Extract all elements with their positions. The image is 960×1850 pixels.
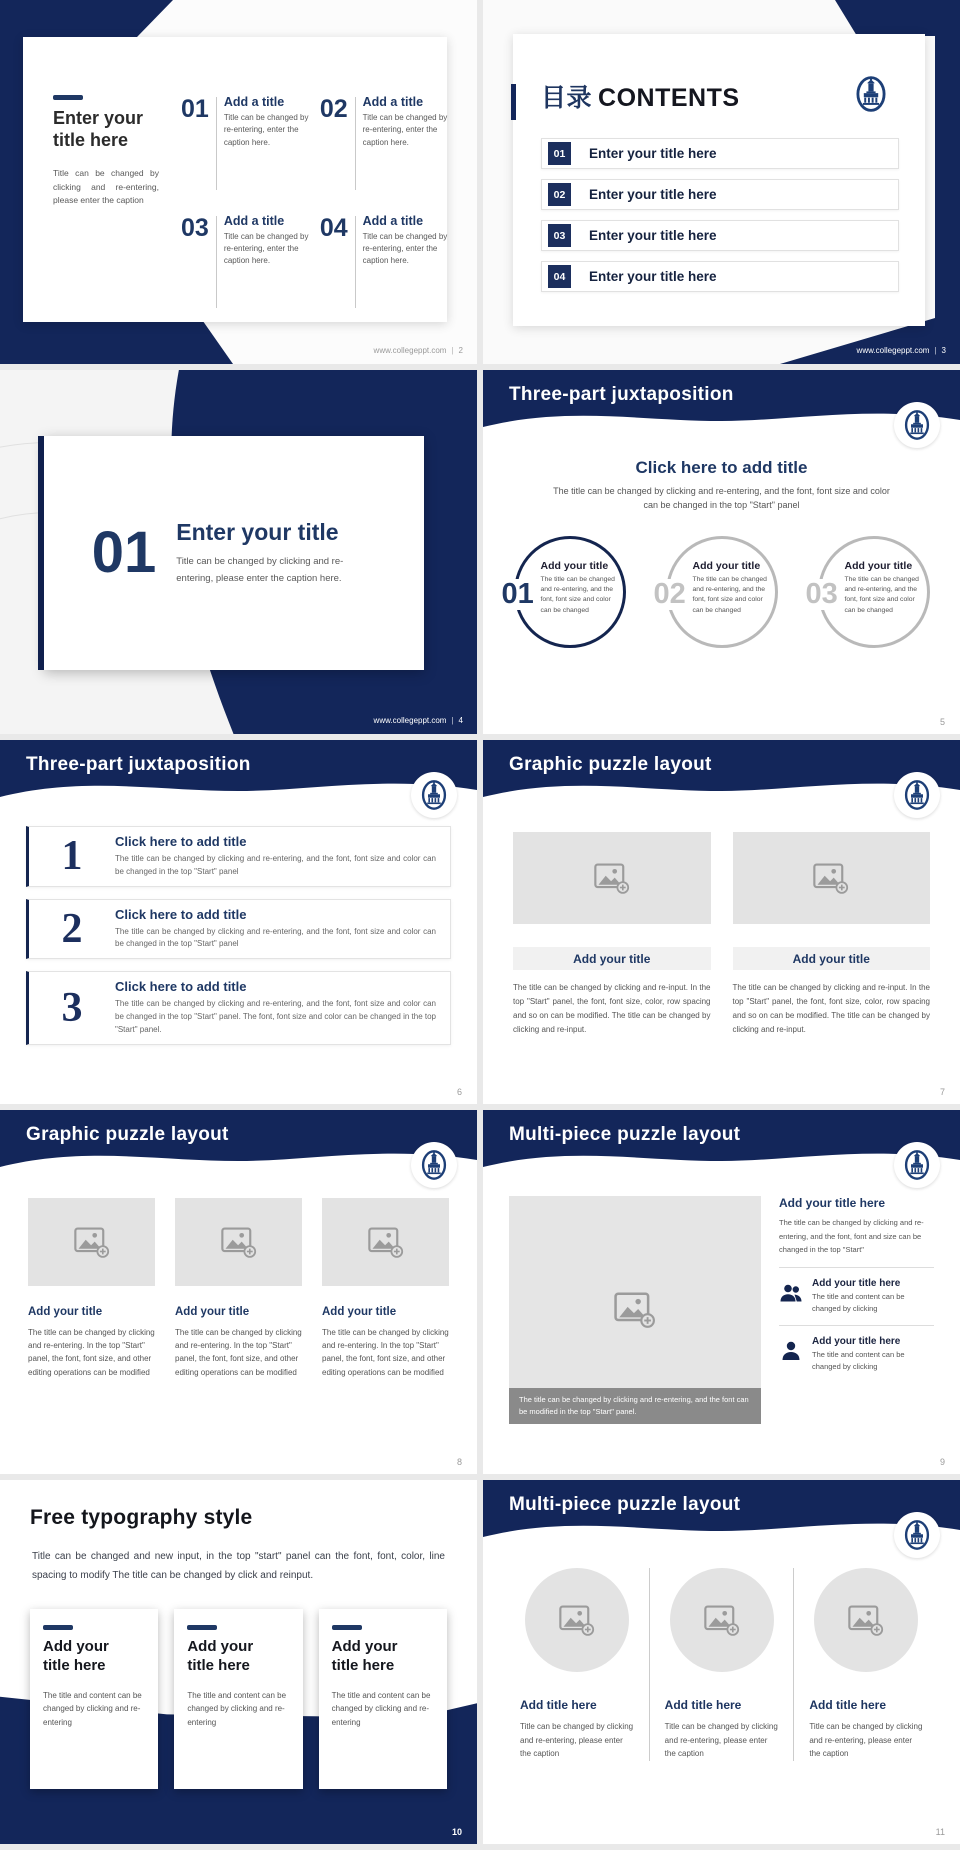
item-title: Add a title	[223, 213, 285, 228]
image-placeholder	[670, 1568, 774, 1672]
page-number: 6	[456, 1087, 462, 1097]
column-caption: The title can be changed by clicking and re-entering. In the top "Start" panel, the font, font size, and other editing operations can be modified	[322, 1328, 449, 1377]
section-number: 01	[91, 520, 157, 585]
slide-footer	[374, 346, 463, 355]
item-caption: Title can be changed by re-entering, enter the caption here.	[223, 231, 309, 266]
footer-site: www.collegeppt.com	[373, 346, 447, 355]
row-label: Enter your title here	[589, 146, 717, 161]
row-number: 03	[548, 224, 571, 247]
school-logo-icon	[897, 1145, 937, 1185]
side-panel	[779, 1196, 934, 1424]
row-number: 2	[61, 905, 83, 952]
list-item	[181, 214, 312, 323]
row-title: Click here to add title	[115, 906, 247, 922]
page-number: 9	[939, 1457, 945, 1467]
item-number: 02	[319, 95, 348, 123]
image-column	[322, 1198, 449, 1379]
slide-caption: Title can be changed by clicking and re-entering, please enter the caption	[53, 168, 159, 206]
accent-bar	[511, 84, 516, 120]
feature-item	[779, 1278, 934, 1315]
body-subtitle: The title can be changed by clicking and re-entering, and the font, font size and color can be changed in the top "Start" panel	[553, 486, 890, 510]
logo-badge	[411, 772, 457, 818]
header-title: Three-part juxtaposition	[509, 384, 734, 405]
contents-title	[541, 78, 899, 114]
page-number: 5	[939, 717, 945, 727]
slide-2-card	[23, 37, 447, 322]
row-label: Enter your title here	[589, 187, 717, 202]
add-image-icon	[704, 1605, 740, 1636]
image-placeholder	[525, 1568, 629, 1672]
circle-column	[505, 1568, 649, 1761]
body-title: Click here to add title	[635, 458, 808, 477]
numbered-row	[26, 899, 451, 960]
image-columns	[28, 1198, 449, 1379]
footer-separator: |	[451, 346, 454, 355]
circle-number: 02	[653, 578, 686, 610]
logo-badge	[411, 1142, 457, 1188]
panel-title: Add your title here	[779, 1196, 886, 1210]
add-image-icon	[614, 1292, 656, 1328]
circle-items	[483, 536, 960, 648]
circle-item	[501, 536, 626, 648]
text-card	[30, 1609, 158, 1789]
column-title: Add your title	[322, 1306, 397, 1318]
column-caption: Title can be changed by clicking and re-entering, please enter the caption	[520, 1722, 634, 1759]
circle-caption: The title can be changed and re-entering, and the font, font size and color can be changed	[844, 576, 919, 614]
navy-right-band	[935, 0, 960, 364]
footer-site: www.collegeppt.com	[373, 716, 447, 725]
accent-dash	[187, 1625, 217, 1630]
card-title: Add your title here	[331, 1638, 398, 1674]
header-title: Graphic puzzle layout	[26, 1124, 229, 1145]
school-logo-icon	[897, 775, 937, 815]
header-title: Three-part juxtaposition	[26, 754, 251, 775]
slide-footer	[374, 716, 463, 725]
divider	[779, 1267, 934, 1268]
image-caption-bar: The title can be changed by clicking and re-entering, and the font can be modified in the top "Start" panel.	[509, 1388, 761, 1424]
item-title: Add a title	[362, 213, 424, 228]
page-number: 8	[456, 1457, 462, 1467]
slide-header	[0, 1110, 477, 1184]
title-band	[513, 947, 711, 970]
page-number: 2	[458, 346, 463, 355]
slide-10-preview[interactable]	[0, 1480, 477, 1844]
slide-4-card	[44, 436, 424, 670]
slide-footer	[857, 346, 946, 355]
slide-header	[483, 370, 960, 444]
slide-11-preview[interactable]	[483, 1480, 960, 1844]
image-column	[175, 1198, 302, 1379]
add-image-icon	[813, 863, 849, 894]
title-band	[733, 947, 931, 970]
column-title: Add your title	[792, 951, 870, 966]
school-logo-icon	[897, 1515, 937, 1555]
circle-columns	[505, 1568, 938, 1761]
text-card	[174, 1609, 302, 1789]
feature-title: Add your title here	[812, 1277, 901, 1289]
image-placeholder	[28, 1198, 155, 1286]
header-wave	[483, 1110, 960, 1184]
numbered-items	[181, 95, 451, 322]
school-logo-icon	[414, 1145, 454, 1185]
numbered-row	[26, 826, 451, 887]
header-wave	[0, 740, 477, 814]
panel-caption: The title can be changed by clicking and re-entering, and the font, font and size can be changed in the top "Start"	[779, 1218, 924, 1254]
item-caption: Title can be changed by re-entering, enter the caption here.	[223, 113, 309, 147]
slide-3-card	[513, 34, 925, 326]
header-title: Graphic puzzle layout	[509, 754, 712, 775]
footer-separator: |	[451, 716, 454, 725]
image-column	[28, 1198, 155, 1379]
contents-row	[541, 220, 899, 251]
header-title: Multi-piece puzzle layout	[509, 1124, 741, 1145]
slide-header	[483, 1110, 960, 1184]
circle-column	[793, 1568, 938, 1761]
column-title: Add title here	[520, 1698, 597, 1712]
add-image-icon	[221, 1227, 257, 1258]
logo-badge	[894, 772, 940, 818]
page-number: 10	[451, 1827, 462, 1837]
column-caption: The title can be changed by clicking and re-input. In the top "Start" panel, the font, font size, color, row spacing and so on can be modified. The title can be changed by clicking and re-input.	[732, 983, 930, 1034]
school-logo-icon	[897, 405, 937, 445]
slide-5-preview[interactable]	[483, 370, 960, 734]
add-image-icon	[74, 1227, 110, 1258]
logo-badge	[894, 1142, 940, 1188]
feature-item	[779, 1336, 934, 1373]
page-number: 11	[935, 1827, 945, 1837]
section-title: Enter your title	[176, 519, 339, 546]
slide-8-preview[interactable]	[0, 1110, 477, 1474]
row-label: Enter your title here	[589, 269, 717, 284]
slide-9-preview[interactable]	[483, 1110, 960, 1474]
circle-item	[653, 536, 778, 648]
slide-title: Free typography style	[30, 1506, 253, 1529]
card-title: Add your title here	[187, 1638, 254, 1674]
people-icon	[779, 1281, 803, 1305]
image-columns	[513, 832, 930, 1037]
divider	[355, 216, 356, 309]
column-caption: Title can be changed by clicking and re-entering, please enter the caption	[809, 1722, 923, 1759]
page-number: 3	[941, 346, 946, 355]
divider	[779, 1325, 934, 1326]
divider	[216, 97, 217, 190]
list-item	[320, 214, 451, 323]
list-item	[181, 95, 312, 204]
circle-item	[805, 536, 930, 648]
add-image-icon	[368, 1227, 404, 1258]
card-caption: The title and content can be changed by clicking and re-entering	[43, 1690, 142, 1727]
column-title: Add your title	[573, 951, 651, 966]
section-caption: Title can be changed by clicking and re-entering, please enter the caption here.	[176, 556, 344, 584]
person-icon	[779, 1339, 803, 1363]
accent-bar	[38, 436, 44, 670]
circle-number: 01	[501, 578, 534, 610]
add-image-icon	[848, 1605, 884, 1636]
school-logo-icon	[414, 775, 454, 815]
image-column	[733, 832, 931, 1037]
circle-number: 03	[805, 578, 838, 610]
contents-list	[541, 138, 899, 292]
circle-caption: The title can be changed and re-entering, and the font, font size and color can be changed	[540, 576, 615, 614]
slide-7-preview[interactable]	[483, 740, 960, 1104]
item-number: 01	[181, 95, 209, 123]
list-item	[320, 95, 451, 204]
column-title: Add title here	[809, 1698, 887, 1712]
column-title: Add title here	[664, 1698, 742, 1712]
add-image-icon	[559, 1605, 595, 1636]
add-image-icon	[594, 863, 630, 894]
slide-paragraph: Title can be changed and new input, in the top "start" panel can the font, font, color, line spacing to modify The title can be changed by click and reinput.	[32, 1551, 445, 1581]
circle-caption: The title can be changed and re-entering, and the font, font size and color can be changed	[692, 576, 767, 614]
feature-caption: The title and content can be changed by clicking	[812, 1291, 905, 1313]
divider	[216, 216, 217, 309]
divider	[355, 97, 356, 190]
page-number: 4	[458, 716, 463, 725]
row-label: Enter your title here	[589, 228, 717, 243]
image-placeholder	[175, 1198, 302, 1286]
accent-dash	[53, 95, 83, 100]
header-wave	[483, 740, 960, 814]
slide-header	[483, 740, 960, 814]
header-title: Multi-piece puzzle layout	[509, 1494, 741, 1515]
slide-header	[483, 1480, 960, 1554]
slide-3-preview[interactable]	[483, 0, 960, 364]
slide-title: Enter your title here	[53, 108, 144, 150]
column-caption: The title can be changed by clicking and re-entering. In the top "Start" panel, the font, font size, and other editing operations can be modified	[175, 1328, 302, 1377]
header-wave	[0, 1110, 477, 1184]
circle-title: Add your title	[692, 560, 761, 572]
item-number: 03	[181, 213, 209, 242]
card-row	[30, 1609, 447, 1789]
header-wave	[483, 370, 960, 444]
column-title: Add your title	[175, 1306, 250, 1318]
logo-badge	[894, 402, 940, 448]
logo-badge	[894, 1512, 940, 1558]
accent-dash	[43, 1625, 73, 1630]
row-title: Click here to add title	[115, 834, 247, 849]
circle-title: Add your title	[540, 560, 609, 572]
slide-2-preview[interactable]	[0, 0, 477, 364]
column-caption: The title can be changed by clicking and re-entering. In the top "Start" panel, the font, font size, and other editing operations can be modified	[28, 1328, 155, 1377]
card-caption: The title and content can be changed by clicking and re-entering	[331, 1690, 431, 1727]
slide-6-preview[interactable]	[0, 740, 477, 1104]
page-number: 7	[939, 1087, 945, 1097]
feature-caption: The title and content can be changed by clicking	[812, 1349, 905, 1371]
circle-column	[649, 1568, 794, 1761]
school-logo-icon	[847, 70, 895, 118]
text-card	[319, 1609, 447, 1789]
column-title: Add your title	[28, 1306, 103, 1318]
slide-header	[0, 740, 477, 814]
footer-site: www.collegeppt.com	[856, 346, 930, 355]
contents-title-cn: 目录	[541, 84, 593, 112]
image-placeholder	[814, 1568, 918, 1672]
item-number: 04	[319, 213, 348, 242]
image-placeholder	[513, 832, 711, 924]
item-title: Add a title	[223, 95, 285, 109]
feature-title: Add your title here	[812, 1335, 901, 1347]
image-column	[513, 832, 711, 1037]
image-placeholder	[733, 832, 931, 924]
header-wave	[483, 1480, 960, 1554]
card-caption: The title and content can be changed by clicking and re-entering	[187, 1690, 287, 1727]
card-title: Add your title here	[43, 1638, 109, 1674]
row-number: 3	[61, 984, 83, 1031]
row-caption: The title can be changed by clicking and re-entering, and the font, font size and color can be changed in the top "Start" panel	[115, 854, 436, 876]
column-caption: The title can be changed by clicking and re-input. In the top "Start" panel, the font, font size, color, row spacing and so on can be modified. The title can be changed by clicking and re-input.	[513, 983, 711, 1034]
contents-row	[541, 138, 899, 169]
navy-top-wedge	[835, 0, 935, 36]
contents-title-en: CONTENTS	[598, 84, 740, 112]
item-caption: Title can be changed by re-entering, enter the caption here.	[362, 113, 448, 147]
contents-row	[541, 179, 899, 210]
row-number: 01	[548, 142, 571, 165]
row-caption: The title can be changed by clicking and re-entering, and the font, font size and color can be changed in the top "Start" panel	[115, 926, 436, 949]
slide-4-preview[interactable]	[0, 370, 477, 734]
column-caption: Title can be changed by clicking and re-entering, please enter the caption	[664, 1722, 778, 1759]
contents-row	[541, 261, 899, 292]
item-title: Add a title	[362, 95, 424, 109]
navy-top-wedge	[23, 0, 173, 37]
navy-bottom-wedge	[23, 322, 233, 364]
row-caption: The title can be changed by clicking and re-entering, and the font, font size and color can be changed in the top "Start" panel. The font, font size and color can be changed in the top "Start" panel.	[115, 999, 436, 1034]
accent-dash	[332, 1625, 362, 1630]
footer-separator: |	[934, 346, 937, 355]
item-caption: Title can be changed by re-entering, enter the caption here.	[362, 231, 448, 266]
row-number: 04	[548, 265, 571, 288]
row-number: 02	[548, 183, 571, 206]
circle-title: Add your title	[844, 560, 913, 572]
row-title: Click here to add title	[115, 979, 247, 995]
row-number: 1	[61, 833, 83, 880]
numbered-row	[26, 971, 451, 1044]
image-placeholder	[509, 1196, 761, 1424]
numbered-rows	[26, 826, 451, 1045]
image-placeholder	[322, 1198, 449, 1286]
navy-left-band	[0, 0, 23, 364]
